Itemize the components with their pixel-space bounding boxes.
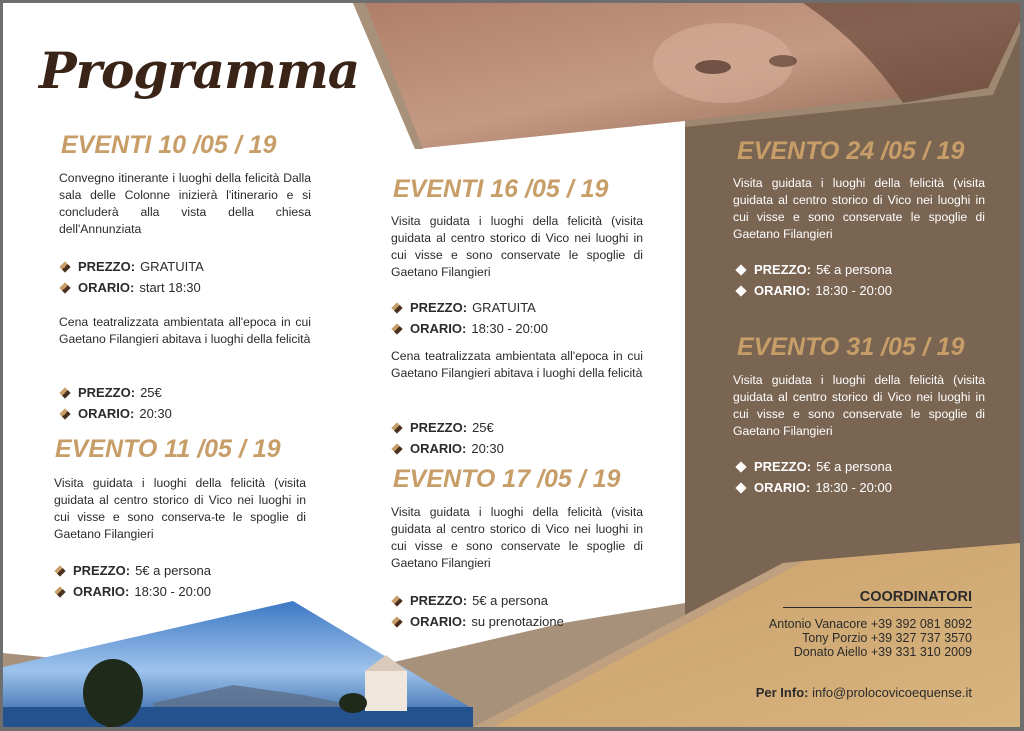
event-heading-10-05: EVENTI 10 /05 / 19: [61, 131, 277, 159]
diamond-bullet-icon: [59, 261, 70, 272]
diamond-bullet-icon: [54, 565, 65, 576]
event-description: Visita guidata i luoghi della felicità (visita guidata al centro storico di Vico nei luoghi in cui visse e sono conservate le spoglie di Gaetano Filangieri: [733, 373, 985, 438]
diamond-bullet-icon: [54, 586, 65, 597]
diamond-bullet-icon: [391, 422, 402, 433]
event-heading-24-05: EVENTO 24 /05 / 19: [737, 137, 965, 165]
price-row: PREZZO: 25€: [59, 385, 162, 400]
diamond-bullet-icon: [391, 616, 402, 627]
event-description: Visita guidata i luoghi della felicità (visita guidata al centro storico di Vico nei luoghi in cui visse e sono conservate le spoglie di Gaetano Filangieri: [733, 176, 985, 241]
time-row: ORARIO: 20:30: [59, 406, 172, 421]
info-line: [756, 685, 972, 700]
diamond-bullet-icon: [735, 264, 746, 275]
time-row: ORARIO: 20:30: [391, 441, 504, 456]
diamond-bullet-icon: [391, 443, 402, 454]
price-row: PREZZO: 5€ a persona: [735, 262, 892, 277]
event-description: Cena teatralizzata ambientata all'epoca in cui Gaetano Filangieri abitava i luoghi della felicità: [59, 315, 311, 346]
event-heading-11-05: EVENTO 11 /05 / 19: [55, 435, 281, 463]
time-row: ORARIO: 18:30 - 20:00: [391, 321, 548, 336]
event-description: Visita guidata i luoghi della felicità (visita guidata al centro storico di Vico nei luoghi in cui visse e sono conservate le spoglie di Gaetano Filangieri: [391, 214, 643, 279]
divider: [783, 607, 972, 608]
diamond-bullet-icon: [391, 595, 402, 606]
time-row: ORARIO: 18:30 - 20:00: [735, 283, 892, 298]
price-row: PREZZO: GRATUITA: [391, 300, 536, 315]
event-description: Visita guidata i luoghi della felicità (visita guidata al centro storico di Vico nei luoghi in cui visse e sono conservate le spoglie di Gaetano Filangieri: [391, 505, 643, 570]
diamond-bullet-icon: [735, 461, 746, 472]
diamond-bullet-icon: [59, 408, 70, 419]
event-heading-17-05: EVENTO 17 /05 / 19: [393, 465, 621, 493]
event-heading-31-05: EVENTO 31 /05 / 19: [737, 333, 965, 361]
coordinator-contact: Tony Porzio +39 327 737 3570: [802, 631, 972, 645]
event-description: Convegno itinerante i luoghi della felicità Dalla sala delle Colonne inizierà l'itinerario e si concluderà alla vista della chiesa dell'Annunziata: [59, 171, 311, 236]
time-row: ORARIO: start 18:30: [59, 280, 201, 295]
event-description: Cena teatralizzata ambientata all'epoca in cui Gaetano Filangieri abitava i luoghi della felicità: [391, 349, 643, 380]
event-heading-16-05: EVENTI 16 /05 / 19: [393, 175, 609, 203]
info-email[interactable]: info@prolocovicoequense.it: [812, 685, 972, 700]
coordinator-contact: Donato Aiello +39 331 310 2009: [793, 645, 972, 659]
info-label: Per Info:: [755, 685, 809, 700]
diamond-bullet-icon: [735, 482, 746, 493]
time-row: ORARIO: 18:30 - 20:00: [735, 480, 892, 495]
page-title: Programma: [39, 41, 360, 100]
event-description: Visita guidata i luoghi della felicità (visita guidata al centro storico di Vico nei luoghi in cui visse e sono conserva-te le spoglie di Gaetano Filangieri: [54, 476, 306, 541]
diamond-bullet-icon: [59, 387, 70, 398]
diamond-bullet-icon: [59, 282, 70, 293]
price-row: PREZZO: 5€ a persona: [391, 593, 548, 608]
price-row: PREZZO: 25€: [391, 420, 494, 435]
coordinators-heading: COORDINATORI: [859, 589, 972, 605]
diamond-bullet-icon: [735, 285, 746, 296]
price-row: PREZZO: GRATUITA: [59, 259, 204, 274]
price-row: PREZZO: 5€ a persona: [54, 563, 211, 578]
time-row: ORARIO: 18:30 - 20:00: [54, 584, 211, 599]
time-row: ORARIO: su prenotazione: [391, 614, 564, 629]
diamond-bullet-icon: [391, 323, 402, 334]
price-row: PREZZO: 5€ a persona: [735, 459, 892, 474]
brochure-page: [3, 3, 1020, 727]
coordinator-contact: Antonio Vanacore +39 392 081 8092: [768, 617, 972, 631]
diamond-bullet-icon: [391, 302, 402, 313]
